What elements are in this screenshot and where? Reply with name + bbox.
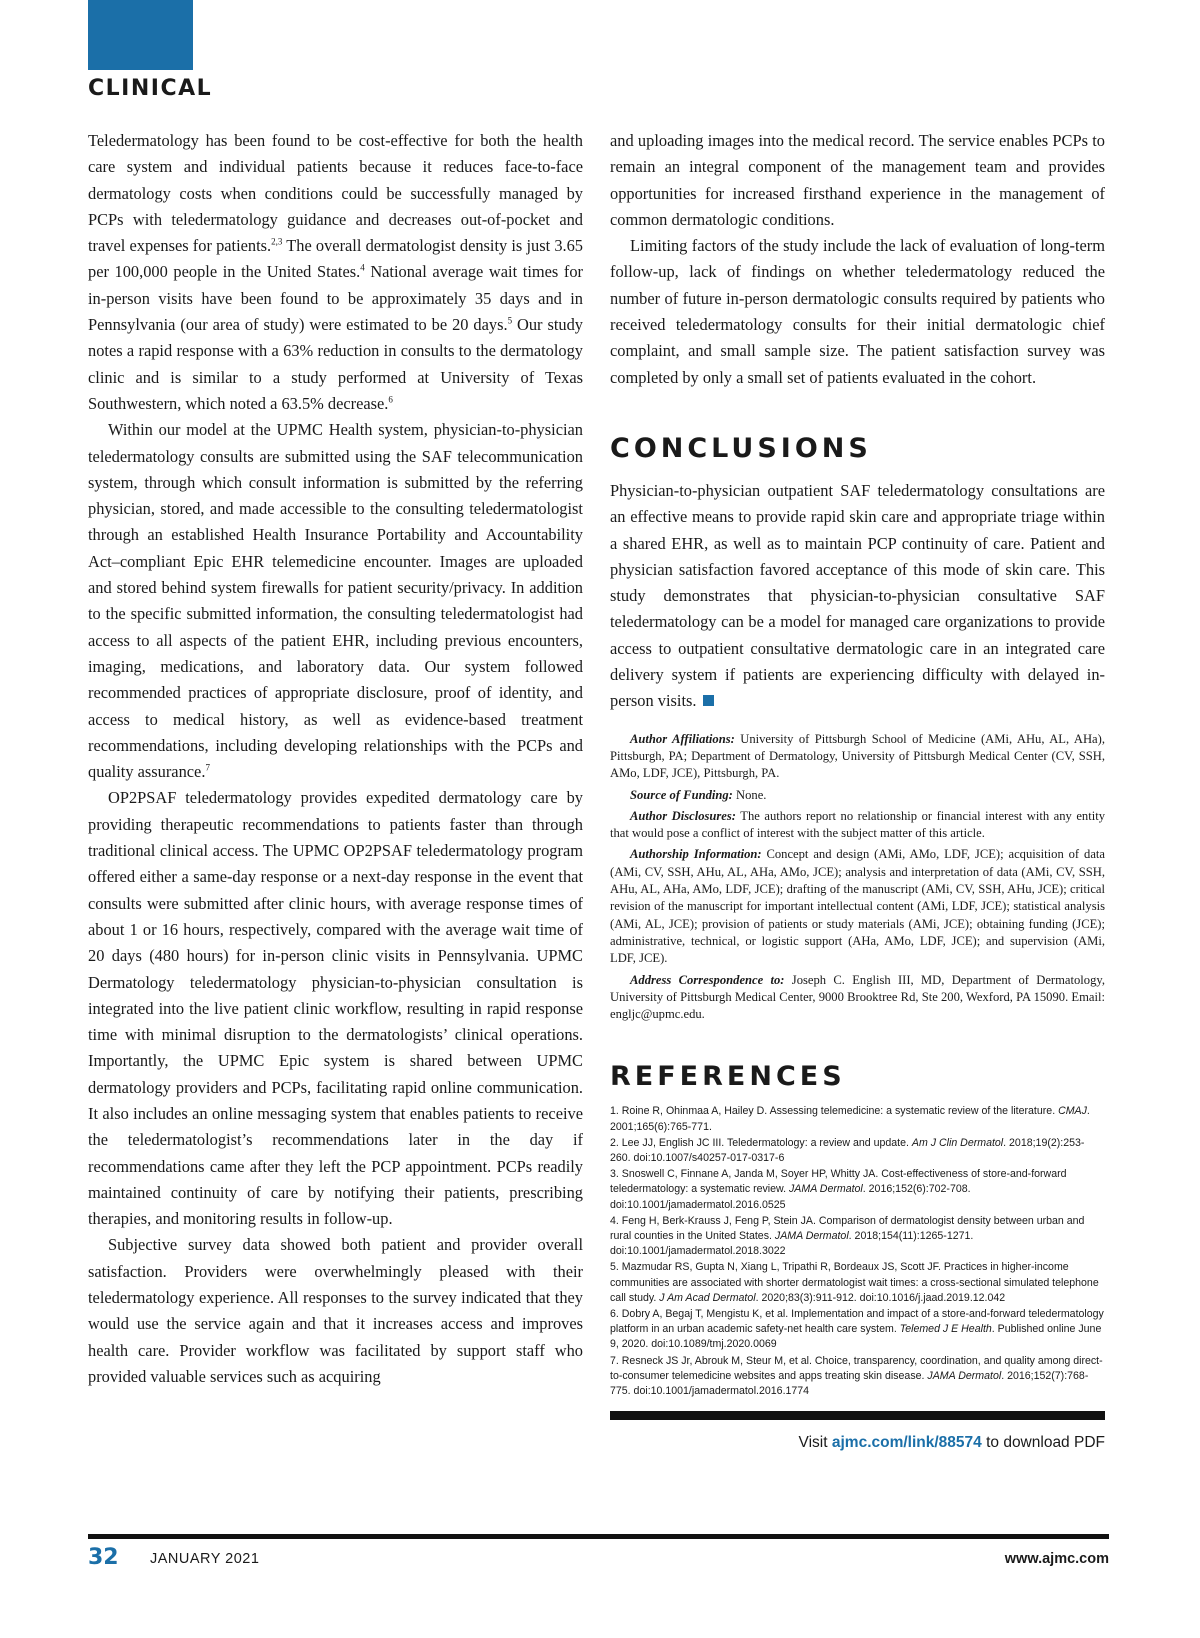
body-paragraph-6: Limiting factors of the study include the lack of evaluation of long-term follow-up, lack of findings on whether teledermatology reduced the number of future in-person dermatologic consults required by patients who received teledermatology consults for their initial dermatologic chief complaint, and small sample size. The patient satisfaction survey was completed by only a small set of patients evaluated in the cohort. [610,236,1105,387]
citation-superscript: 6 [388,394,393,405]
download-pdf-link[interactable]: ajmc.com/link/88574 [831,1434,982,1452]
authorship-information: Authorship Information: Concept and design (AMi, AMo, LDF, JCE); acquisition of data (AMi, CV, SSH, AHu, AL, AHa, AMo, JCE); analysis and interpretation of data (AMi, CV, SSH, AHu, AL, AHa, AMo, LDF, JCE); drafting of the manuscript (AMi, CV, SSH, AHu, JCE); critical revision of the manuscript for important intellectual content (AMi, LDF, JCE); statistical analysis (AMi, AL, JCE); provision of patients or study materials (AMi, JCE); obtaining funding (JCE); administrative, technical, or logistic support (AHa, AMo, LDF, JCE); and supervision (AMi, LDF, JCE). [610,847,1105,966]
body-paragraph-4: Subjective survey data showed both patient and provider overall satisfaction. Providers were overwhelmingly pleased with their teledermatology experience. All responses to the survey indicated that they would use the service again and that it increases access and improves health care. Provider workflow was facilitated by support staff who provided valuable services such as acquiring [88,1235,583,1386]
references-list [610,1104,1105,1399]
author-affiliations: Author Affiliations: University of Pittsburgh School of Medicine (AMi, AHu, AL, AHa), Pittsburgh, PA; Department of Dermatology, University of Pittsburgh Medical Center (CV, SSH, AMo, LDF, JCE), Pittsburgh, PA. [610,731,1105,781]
source-of-funding: Source of Funding: None. [630,787,767,802]
reference-item: 6. Dobry A, Begaj T, Mengistu K, et al. Implementation and impact of a store-and-forward teledermatology platform in an urban academic safety-net health care system. Telemed J E Health. Published online June 9, 2020. doi:10.1089/tmj.2020.0069 [610,1308,1104,1351]
citation-superscript: 2,3 [271,236,283,247]
author-information [610,731,1105,1024]
section-label: CLINICAL [88,76,213,101]
body-paragraph-1: Teledermatology has been found to be cost-effective for both the health care system and individual patients because it reduces face-to-face dermatology costs when conditions could be successfully managed by PCPs with teledermatology guidance and decreases out-of-pocket and travel expenses for patients.$^{2,3}$ The overall dermatologist density is just 3.65 per 100,000 people in the United States.$^4$ National average wait times for in-person visits have been found to be approximately 35 days and in Pennsylvania (our area of study) were estimated to be 20 days.$^5$ Our study notes a rapid response with a 63% reduction in consults to the dermatology clinic and is similar to a study performed at University of Texas Southwestern, which noted a 63.5% decrease.$^6$ [88,131,583,413]
reference-item: 5. Mazmudar RS, Gupta N, Xiang L, Tripathi R, Bordeaux JS, Scott JF. Practices in higher-income communities are associated with shorter dermatologist wait times: a cross-sectional simulated telephone call study. J Am Acad Dermatol. 2020;83(3):911-912. doi:10.1016/j.jaad.2019.12.042 [610,1261,1099,1304]
body-paragraph-5: and uploading images into the medical record. The service enables PCPs to remain an integral component of the management team and provides opportunities for increased firsthand experience in the management of common dermatologic conditions. [610,131,1105,229]
references-heading: REFERENCES [610,1061,846,1093]
conclusions-paragraph: Physician-to-physician outpatient SAF teledermatology consultations are an effective means to provide rapid skin care and appropriate triage within a shared EHR, as well as to maintain PCP continuity of care. Patient and physician satisfaction favored acceptance of this mode of skin care. This study demonstrates that physician-to-physician consultative SAF teledermatology can be a model for managed care organizations to provide access to outpatient consultative dermatologic care in an integrated care delivery system if patients are experiencing difficulty with delayed in-person visits. [610,480,1105,711]
issue-date: JANUARY 2021 [150,1551,260,1567]
citation-superscript: 5 [507,315,513,326]
conclusions-heading: CONCLUSIONS [610,432,872,464]
reference-item: 3. Snoswell C, Finnane A, Janda M, Soyer HP, Whitty JA. Cost-effectiveness of store-and-forward teledermatology: a systematic review. JAMA Dermatol. 2016;152(6):702-708. doi:10.1001/jamadermatol.2016.0525 [610,1168,1067,1211]
author-disclosures: Author Disclosures: The authors report no relationship or financial interest with any entity that would pose a conflict of interest with the subject matter of this article. [610,808,1106,841]
right-column [610,128,1105,1452]
site-url[interactable]: www.ajmc.com [1004,1551,1109,1567]
reference-item: 7. Resneck JS Jr, Abrouk M, Steur M, et al. Choice, transparency, coordination, and quality among direct-to-consumer telemedicine websites and apps treating skin disease. JAMA Dermatol. 2016;152(7):768-775. doi:10.1001/jamadermatol.2016.1774 [610,1354,1103,1398]
page-number: 32 [88,1545,119,1570]
download-pdf-line: Visit ajmc.com/link/88574 to download PDF [798,1434,1105,1452]
body-paragraph-2: Within our model at the UPMC Health system, physician-to-physician teledermatology consults are submitted using the SAF telecommunication system, through which consult information is submitted by the referring physician, stored, and made accessible to the consulting teledermatologist through an established Health Insurance Portability and Accountability Act–compliant Epic EHR telemedicine encounter. Images are uploaded and stored behind system firewalls for patient security/privacy. In addition to the specific submitted information, the consulting teledermatologist had access to all aspects of the patient EHR, including previous encounters, imaging, medications, and laboratory data. Our system followed recommended practices of appropriate disclosure, proof of identity, and access to medical history, as well as evidence-based treatment recommendations, including developing relationships with the PCPs and quality assurance.$^7$ [88,420,583,782]
left-column [88,128,583,1390]
end-of-article-mark-icon [703,695,714,706]
citation-superscript: 4 [360,263,365,274]
citation-superscript: 7 [205,762,210,773]
address-correspondence: Address Correspondence to: Joseph C. English III, MD, Department of Dermatology, University of Pittsburgh Medical Center, 9000 Brooktree Rd, Ste 200, Wexford, PA 15090. Email: engljc@upmc.edu. [610,972,1106,1022]
references-divider [610,1411,1105,1420]
reference-item: 4. Feng H, Berk-Krauss J, Feng P, Stein JA. Comparison of dermatologist density between urban and rural counties in the United States. JAMA Dermatol. 2018;154(11):1265-1271. doi:10.1001/jamadermatol.2018.3022 [610,1214,1085,1258]
reference-item: 2. Lee JJ, English JC III. Teledermatology: a review and update. Am J Clin Dermatol. 2018;19(2):253-260. doi:10.1007/s40257-017-0317-6 [610,1136,1085,1164]
body-paragraph-3: OP2PSAF teledermatology provides expedited dermatology care by providing therapeutic recommendations to patients faster than through traditional clinical access. The UPMC OP2PSAF teledermatology program offered either a same-day response or a next-day response in the event that consults were submitted after clinic hours, with average response times of about 1 or 16 hours, respectively, compared with the average wait time of 20 days (480 hours) for in-person clinic visits in Pennsylvania. UPMC Dermatology teledermatology physician-to-physician consultation is integrated into the live patient clinic workflow, resulting in rapid response time with minimal disruption to the dermatologists’ clinical operations. Importantly, the UPMC Epic system is shared between UPMC dermatology providers and PCPs, facilitating rapid online communication. It also includes an online messaging system that enables patients to receive the teledermatologist’s recommendations later in the day if recommendations came after they left the PCP appointment. PCPs readily maintained continuity of care by notifying their patients, prescribing therapies, and monitoring results in follow-up. [88,788,583,1229]
reference-item: 1. Roine R, Ohinmaa A, Hailey D. Assessing telemedicine: a systematic review of the literature. CMAJ. 2001;165(6):765-771. [610,1105,1090,1133]
section-tab-block [88,0,193,70]
footer-divider [88,1534,1109,1539]
